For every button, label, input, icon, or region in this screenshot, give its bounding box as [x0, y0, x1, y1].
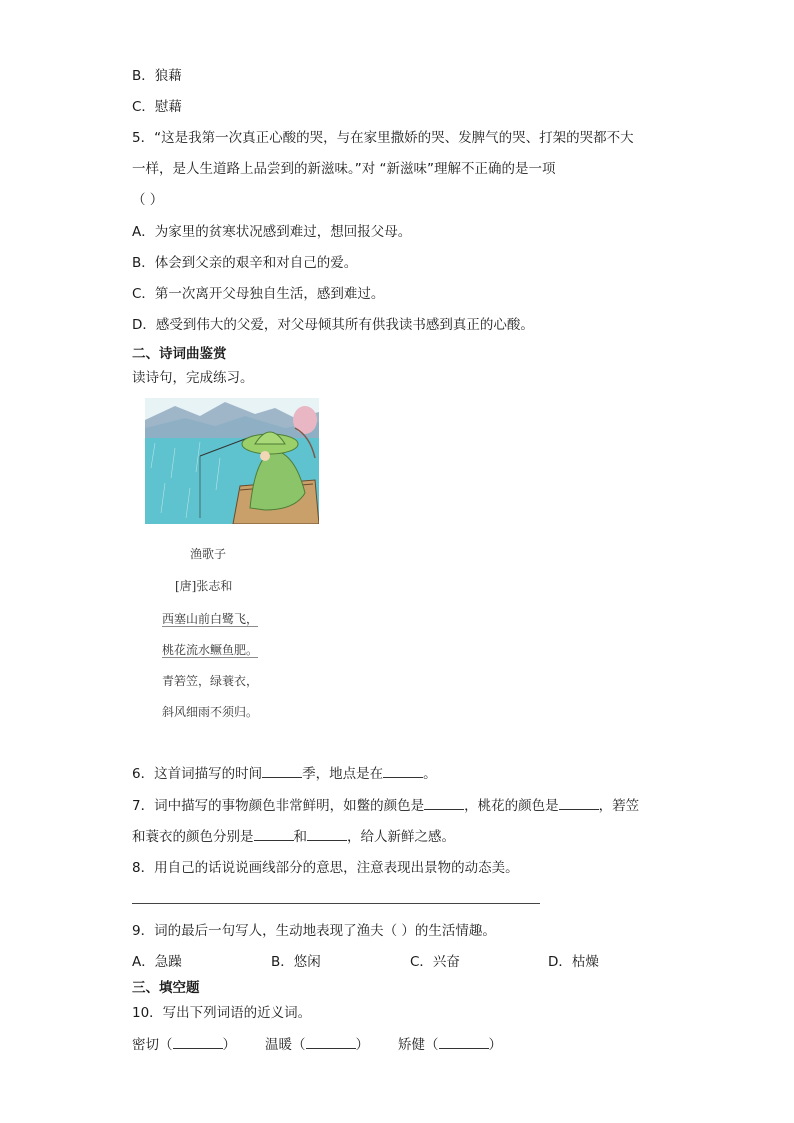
poem-line-3: 青箬笠，绿蓑衣， [162, 674, 259, 688]
q8-stem: 8．用自己的话说说画线部分的意思，注意表现出景物的动态美。 [132, 860, 519, 876]
q9-option-d[interactable]: D．枯燥 [548, 954, 599, 970]
q7-blank-cape[interactable] [307, 828, 347, 841]
poem-title: 渔歌子 [190, 547, 227, 561]
section-heading-poetry: 二、诗词曲鉴赏 [132, 346, 227, 362]
q10-item-3: 矫健（ ） [398, 1037, 502, 1053]
q10-blank-2[interactable] [306, 1036, 356, 1049]
fisherman-illustration [145, 398, 319, 524]
poem-line-2: 桃花流水鳜鱼肥。 [162, 643, 259, 657]
q5-option-a: A．为家里的贫寒状况感到难过，想回报父母。 [132, 224, 412, 240]
poem-author: [唐]张志和 [175, 579, 233, 593]
q10-blank-3[interactable] [439, 1036, 489, 1049]
q6-stem: 6．这首词描写的时间 季，地点是在 。 [132, 766, 437, 782]
q10-item-2: 温暖（ ） [265, 1037, 369, 1053]
q9-option-b[interactable]: B．悠闲 [271, 954, 321, 970]
q5-option-d: D．感受到伟大的父爱，对父母倾其所有供我读书感到真正的心酸。 [132, 317, 534, 333]
q7-stem-line1: 7．词中描写的事物颜色非常鲜明，如鳖的颜色是 ，桃花的颜色是 ，箬笠 [132, 798, 640, 814]
q7-blank-peach[interactable] [559, 797, 599, 810]
q9-option-a[interactable]: A．急躁 [132, 954, 182, 970]
q10-blank-1[interactable] [173, 1036, 223, 1049]
q7-blank-egret[interactable] [424, 797, 464, 810]
q9-option-c[interactable]: C．兴奋 [410, 954, 460, 970]
q6-blank-place[interactable] [383, 765, 423, 778]
q9-stem: 9．词的最后一句写人，生动地表现了渔夫（ ）的生活情趣。 [132, 923, 496, 939]
q4-option-b: B．狼藉 [132, 68, 182, 84]
q5-option-c: C．第一次离开父母独自生活，感到难过。 [132, 286, 385, 302]
q10-item-1: 密切（ ） [132, 1037, 236, 1053]
q5-stem-line1: 5．“这是我第一次真正心酸的哭，与在家里撒娇的哭、发脾气的哭、打架的哭都不大 [132, 130, 634, 146]
section-heading-fill: 三、填空题 [132, 980, 200, 996]
poem-line-4: 斜风细雨不须归。 [162, 705, 259, 719]
poem-line-1: 西塞山前白鹭飞， [162, 612, 259, 626]
q5-stem-line2: 一样，是人生道路上品尝到的新滋味。”对 “新滋味”理解不正确的是一项 [132, 161, 556, 177]
q5-answer-paren: （ ） [132, 192, 164, 208]
q7-blank-hat[interactable] [254, 828, 294, 841]
q6-blank-season[interactable] [262, 765, 302, 778]
q10-stem: 10．写出下列词语的近义词。 [132, 1005, 312, 1021]
section-instruction: 读诗句，完成练习。 [132, 370, 254, 386]
q5-option-b: B．体会到父亲的艰辛和对自己的爱。 [132, 255, 358, 271]
q4-option-c: C．慰藉 [132, 99, 182, 115]
q7-stem-line2: 和蓑衣的颜色分别是 和 ，给人新鲜之感。 [132, 829, 455, 845]
q8-answer-line[interactable] [132, 903, 540, 904]
